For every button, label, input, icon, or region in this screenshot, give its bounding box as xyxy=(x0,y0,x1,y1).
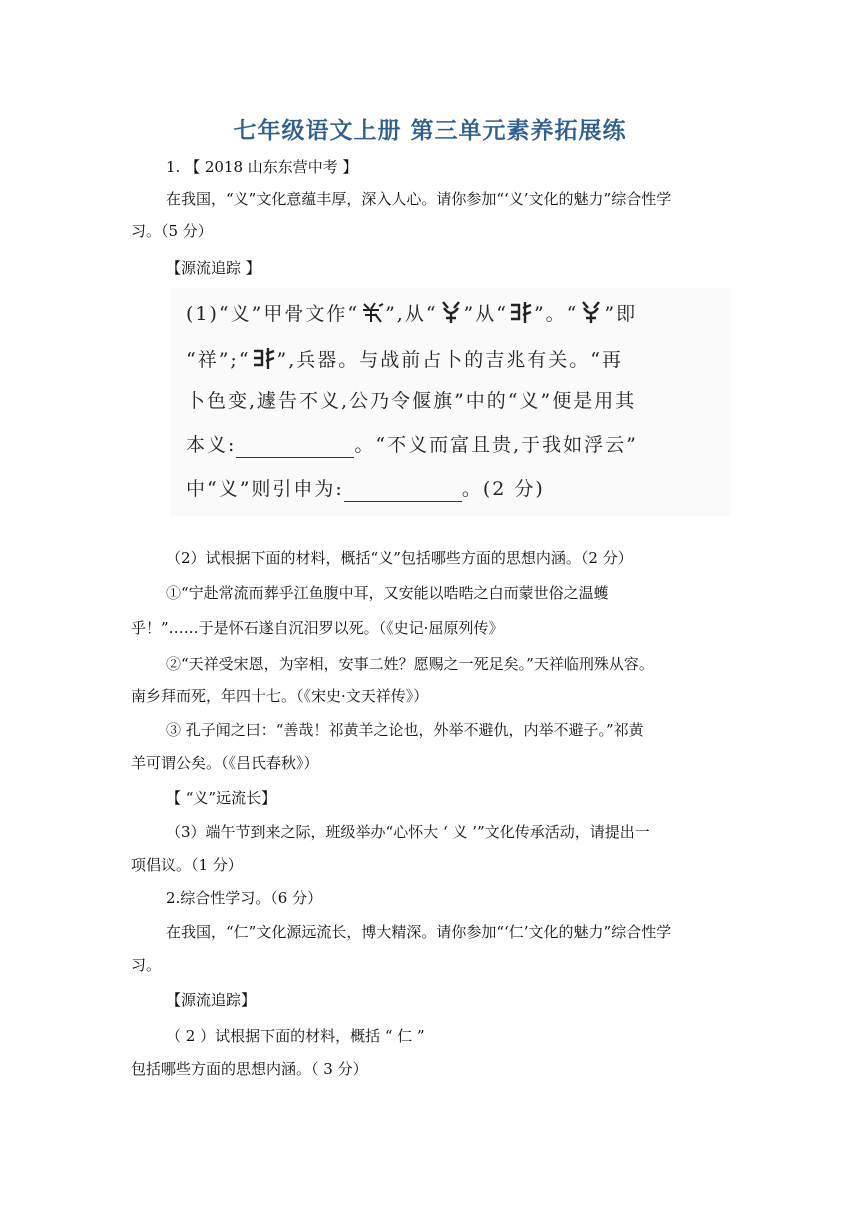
scan-line-1 xyxy=(186,300,637,327)
oracle-bone-yang-glyph xyxy=(438,300,464,324)
scanned-question-image xyxy=(170,288,730,516)
scan-line-3: 卜色变,遽告不义,公乃令偃旗”中的“义”便是用其 xyxy=(186,390,637,412)
oracle-bone-wo-glyph xyxy=(508,300,534,324)
material-2-line-2: 南乡拜而死，年四十七。（《宋史·文天祥传》） xyxy=(131,687,429,705)
material-1-line-2: 乎！”……于是怀石遂自沉汨罗以死。（《史记·屈原列传》 xyxy=(131,619,504,637)
scan-text: “祥”;“ xyxy=(186,349,251,371)
page-title: 七年级语文上册 第三单元素养拓展练 xyxy=(233,118,627,144)
scan-text: 中“义”则引申为: xyxy=(186,478,344,500)
answer-blank xyxy=(236,439,354,458)
q2-part-2-line-2: 包括哪些方面的思想内涵。（ 3 分） xyxy=(131,1060,368,1078)
scan-text: 本义: xyxy=(186,434,237,456)
scan-text: ”,从“ xyxy=(385,303,438,325)
material-2-line-1: ②“天祥受宋恩，为宰相，安事二姓？愿赐之一死足矣。”天祥临刑殊从容。 xyxy=(166,655,654,673)
scan-text: ”,兵器。与战前占卜的吉兆有关。“再 xyxy=(276,349,624,371)
scan-text: 。(2 分) xyxy=(461,478,545,500)
q2-intro-line-1: 在我国，“仁”文化源远流长，博大精深。请你参加“‘仁’文化的魅力”综合性学 xyxy=(166,923,672,941)
scan-line-5 xyxy=(186,476,545,502)
section-yuanliuchang-heading: 【 “义”远流长】 xyxy=(166,789,277,807)
q1-intro-line-2: 习。（5 分） xyxy=(131,222,213,240)
q2-heading: 2.综合性学习。（6 分） xyxy=(166,889,323,907)
answer-blank xyxy=(344,483,462,502)
material-3-line-2: 羊可谓公矣。（《吕氏春秋》） xyxy=(131,754,319,772)
scan-text: 。“不义而富且贵,于我如浮云” xyxy=(354,434,638,456)
q1-intro-line-1: 在我国，“义”文化意蕴丰厚，深入人心。请你参加“‘义’文化的魅力”综合性学 xyxy=(166,190,672,208)
scan-text: (1)“义”甲骨文作“ xyxy=(186,303,360,325)
scan-line-2 xyxy=(186,346,623,373)
q2-intro-line-2: 习。 xyxy=(131,956,162,974)
q2-part-2-line-1: （ 2 ）试根据下面的材料，概括 “ 仁 ” xyxy=(166,1027,425,1045)
section-yuanliu-heading: 【源流追踪 】 xyxy=(166,259,261,277)
q1-heading: 1. 【 2018 山东东营中考 】 xyxy=(166,158,358,176)
scan-line-4 xyxy=(186,432,638,458)
q1-part-2: （2）试根据下面的材料，概括“义”包括哪些方面的思想内涵。（2 分） xyxy=(166,549,633,567)
material-1-line-1: ①“宁赴常流而葬乎江鱼腹中耳，又安能以晧晧之白而蒙世俗之温蠖 xyxy=(166,584,609,602)
material-3-line-1: ③ 孔子闻之曰：“善哉！祁黄羊之论也，外举不避仇，内举不避子。”祁黄 xyxy=(166,721,644,739)
scan-text: ”从“ xyxy=(463,303,508,325)
oracle-bone-yi-glyph xyxy=(359,300,385,324)
q1-part-3-line-1: （3）端午节到来之际，班级举办“心怀大 ‘ 义 ’”文化传承活动，请提出一 xyxy=(166,823,650,841)
oracle-bone-wo-glyph xyxy=(251,346,277,370)
section-yuanliu-heading-2: 【源流追踪】 xyxy=(166,991,257,1009)
q1-part-3-line-2: 项倡议。（1 分） xyxy=(131,856,243,874)
scan-text: ”。“ xyxy=(533,303,579,325)
scan-text: ”即 xyxy=(604,303,638,325)
oracle-bone-yang-glyph xyxy=(578,300,604,324)
